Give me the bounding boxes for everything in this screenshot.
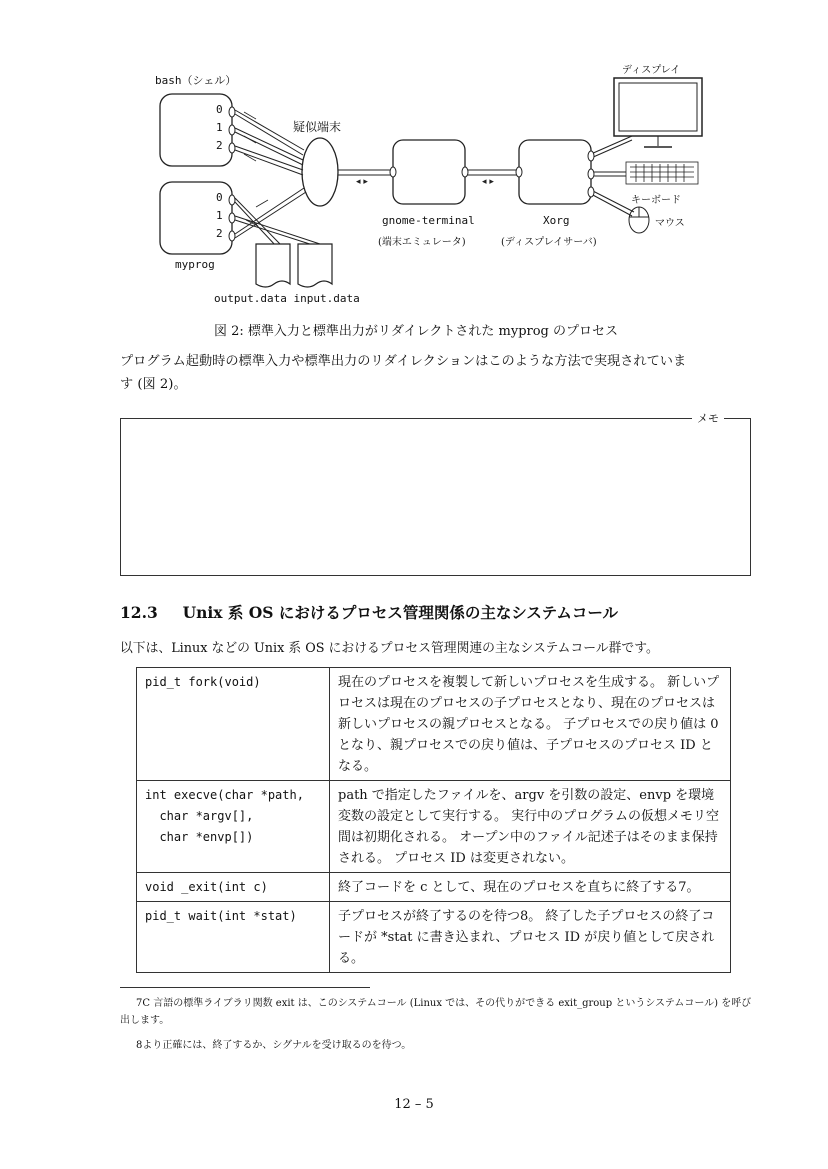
file-labels: output.data input.data <box>214 292 360 305</box>
figure-caption: 図 2: 標準入力と標準出力がリダイレクトされた myprog のプロセス <box>214 324 619 339</box>
gnome-terminal-box <box>393 140 465 204</box>
svg-text:◂ ▸: ◂ ▸ <box>356 177 368 187</box>
fd-1-bash: 1 <box>216 121 223 134</box>
display-icon <box>614 78 702 147</box>
fd-1-myprog: 1 <box>216 209 223 222</box>
page-number: 12 – 5 <box>394 1097 434 1112</box>
bash-label: bash（シェル） <box>155 74 237 87</box>
syscall-table <box>136 667 731 973</box>
table-row <box>137 873 731 902</box>
syscall-description: 現在のプロセスを複製して新しいプロセスを生成する。 新しいプロセスは現在のプロセスの子プロセスとなり、現在のプロセスは新しいプロセスの親プロセスとなる。 子プロセスでの戻り値は 0 となり、親プロセスでの戻り値は、子プロセスのプロセス ID となる。 <box>330 668 731 781</box>
section-heading <box>120 601 618 623</box>
xorg-sub: (ディスプレイサーバ) <box>501 237 597 248</box>
svg-text:◂ ▸: ◂ ▸ <box>482 177 494 187</box>
display-label: ディスプレイ <box>622 65 681 76</box>
file-icons <box>256 244 332 287</box>
body-paragraph <box>120 350 760 396</box>
table-row <box>137 902 731 973</box>
figure <box>0 0 828 345</box>
xorg-box <box>519 140 591 204</box>
syscall-description: path で指定したファイルを、argv を引数の設定、envp を環境変数の設定として実行する。 実行中のプログラムの仮想メモリ空間は初期化される。 オープン中のファイル記述子はそのまま保持される。 プロセス ID は変更されない。 <box>330 781 731 873</box>
pty-ellipse <box>302 138 338 206</box>
table-row <box>137 668 731 781</box>
syscall-signature: int execve(char *path, char *argv[], char *envp[]) <box>137 781 330 873</box>
syscall-signature: pid_t wait(int *stat) <box>137 902 330 973</box>
fd-0-bash: 0 <box>216 103 223 116</box>
syscall-signature: void _exit(int c) <box>137 873 330 902</box>
mouse-icon <box>629 207 649 233</box>
gnome-terminal-label: gnome-terminal <box>382 214 475 227</box>
keyboard-icon <box>626 162 698 184</box>
body-paragraph-line2: す (図 2)。 <box>120 377 187 392</box>
mouse-label: マウス <box>655 218 685 229</box>
gnome-terminal-sub: (端末エミュレータ) <box>378 237 466 248</box>
syscall-signature: pid_t fork(void) <box>137 668 330 781</box>
section-intro: 以下は、Linux などの Unix 系 OS におけるプロセス管理関連の主なシステムコール群です。 <box>120 641 659 656</box>
memo-box <box>120 418 751 576</box>
memo-label: メモ <box>692 410 724 426</box>
figure-diagram <box>0 0 828 345</box>
keyboard-label: キーボード <box>631 195 681 206</box>
body-paragraph-line1: プログラム起動時の標準入力や標準出力のリダイレクションはこのような方法で実現されていま <box>120 354 687 369</box>
footnote-7: 7C 言語の標準ライブラリ関数 exit は、このシステムコール (Linux では、その代りができる exit_group というシステムコール) を呼び出します。 <box>120 998 752 1026</box>
section-number: 12.3 <box>120 603 158 622</box>
syscall-description: 終了コードを c として、現在のプロセスを直ちに終了する7。 <box>330 873 731 902</box>
footnote-8: 8より正確には、終了するか、シグナルを受け取るのを待つ。 <box>136 1040 412 1051</box>
fd-2-bash: 2 <box>216 139 223 152</box>
fd-0-myprog: 0 <box>216 191 223 204</box>
myprog-label: myprog <box>175 258 215 271</box>
pty-label: 疑似端末 <box>293 120 342 134</box>
syscall-description: 子プロセスが終了するのを待つ8。 終了した子プロセスの終了コードが *stat に書き込まれ、プロセス ID が戻り値として戻される。 <box>330 902 731 973</box>
fd-2-myprog: 2 <box>216 227 223 240</box>
section-title: Unix 系 OS におけるプロセス管理関係の主なシステムコール <box>182 603 619 622</box>
xorg-label: Xorg <box>543 214 570 227</box>
table-row <box>137 781 731 873</box>
footnote-rule <box>120 987 370 988</box>
